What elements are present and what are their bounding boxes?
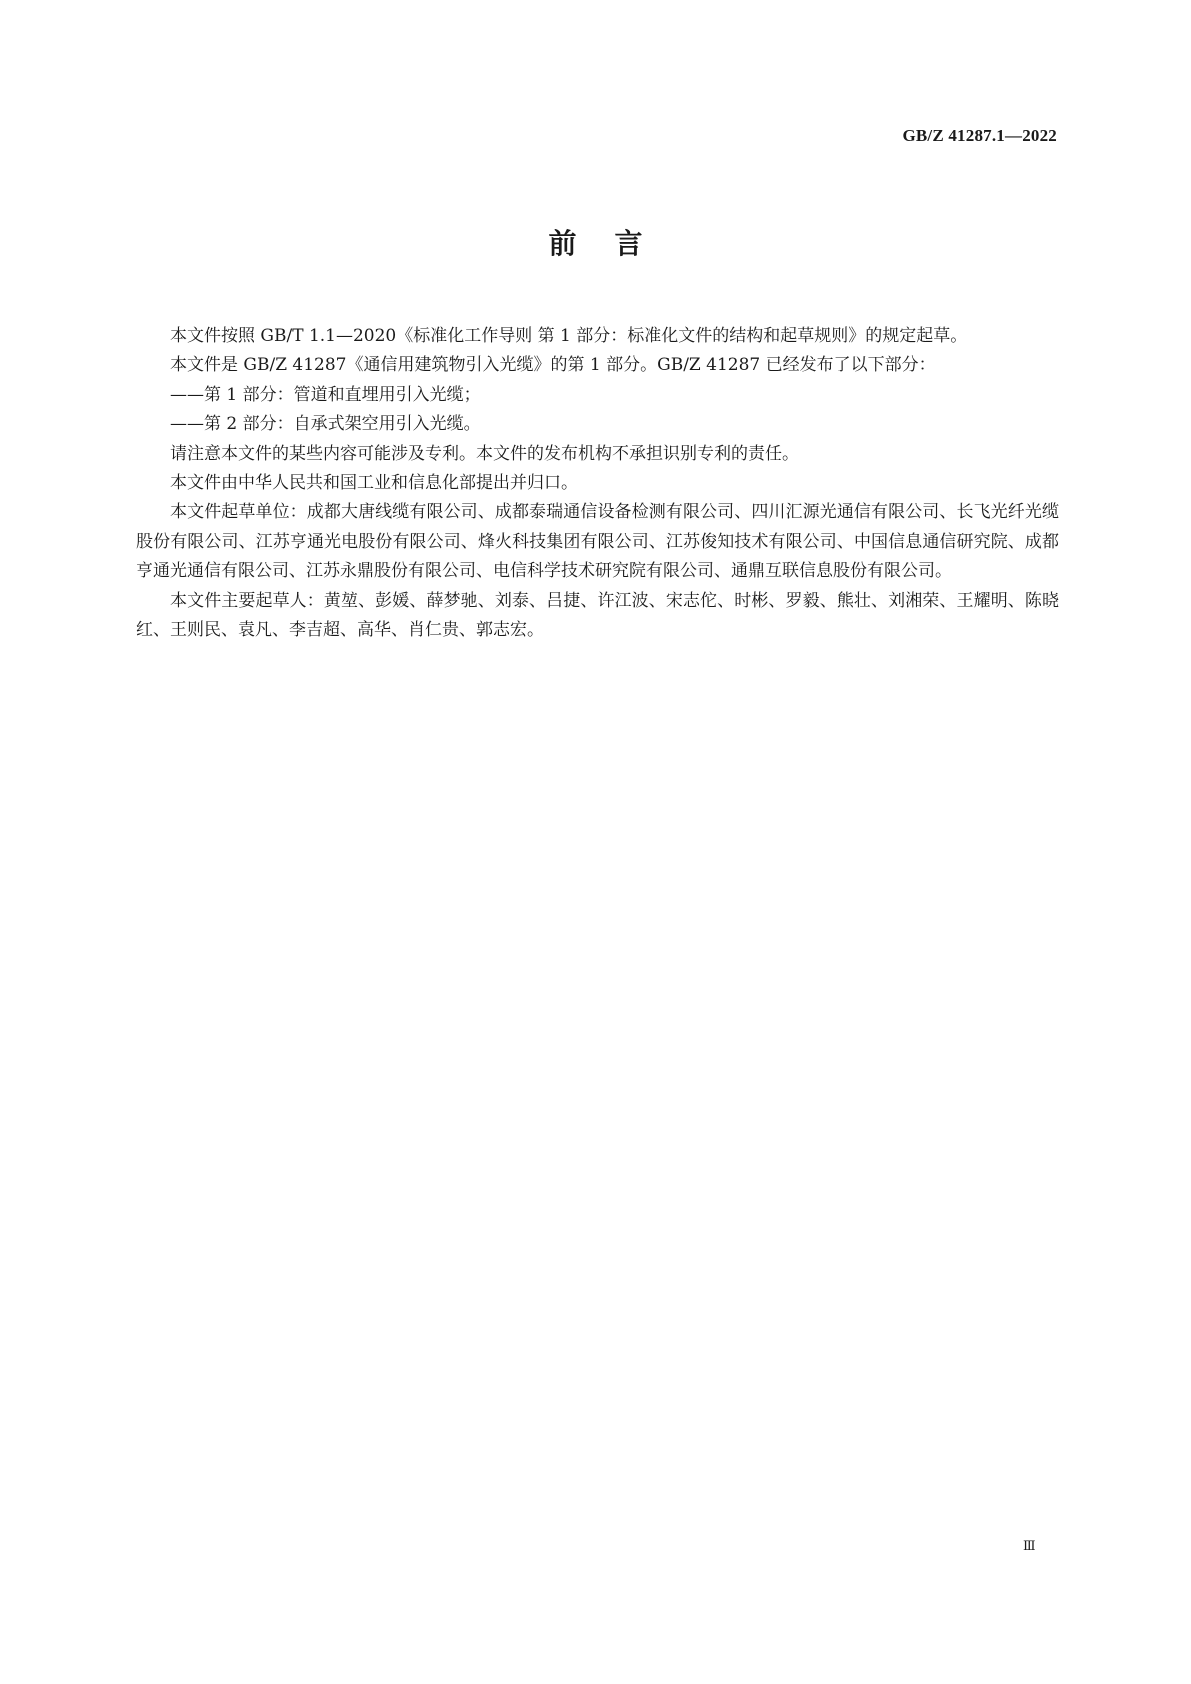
- paragraph-drafting-units: 本文件起草单位：成都大唐线缆有限公司、成都泰瑞通信设备检测有限公司、四川汇源光通信有限公司、长飞光纤光缆股份有限公司、江苏亨通光电股份有限公司、烽火科技集团有限公司、江苏俊知技术有限公司、中国信息通信研究院、成都亨通光通信有限公司、江苏永鼎股份有限公司、电信科学技术研究院有限公司、通鼎互联信息股份有限公司。: [136, 502, 1059, 582]
- section-title: 前言: [548, 227, 681, 260]
- paragraph-drafters: 本文件主要起草人：黄堃、彭媛、薛梦驰、刘泰、吕捷、许江波、宋志佗、时彬、罗毅、熊壮、刘湘荣、王耀明、陈晓红、王则民、袁凡、李吉超、高华、肖仁贵、郭志宏。: [136, 590, 1059, 641]
- foreword-body: [136, 322, 1059, 645]
- list-item-part-1: ——第 1 部分：管道和直埋用引入光缆；: [170, 384, 481, 405]
- paragraph-patent-notice: 请注意本文件的某些内容可能涉及专利。本文件的发布机构不承担识别专利的责任。: [170, 443, 799, 464]
- paragraph-drafting-rules: 本文件按照 GB/T 1.1—2020《标准化工作导则 第 1 部分：标准化文件的结构和起草规则》的规定起草。: [170, 326, 968, 346]
- paragraph-parts-intro: 本文件是 GB/Z 41287《通信用建筑物引入光缆》的第 1 部分。GB/Z 41287 已经发布了以下部分：: [170, 355, 936, 376]
- document-code: GB/Z 41287.1—2022: [902, 126, 1057, 145]
- page-number: Ⅲ: [1022, 1539, 1035, 1554]
- paragraph-proposer: 本文件由中华人民共和国工业和信息化部提出并归口。: [170, 473, 578, 494]
- list-item-part-2: ——第 2 部分：自承式架空用引入光缆。: [170, 414, 481, 435]
